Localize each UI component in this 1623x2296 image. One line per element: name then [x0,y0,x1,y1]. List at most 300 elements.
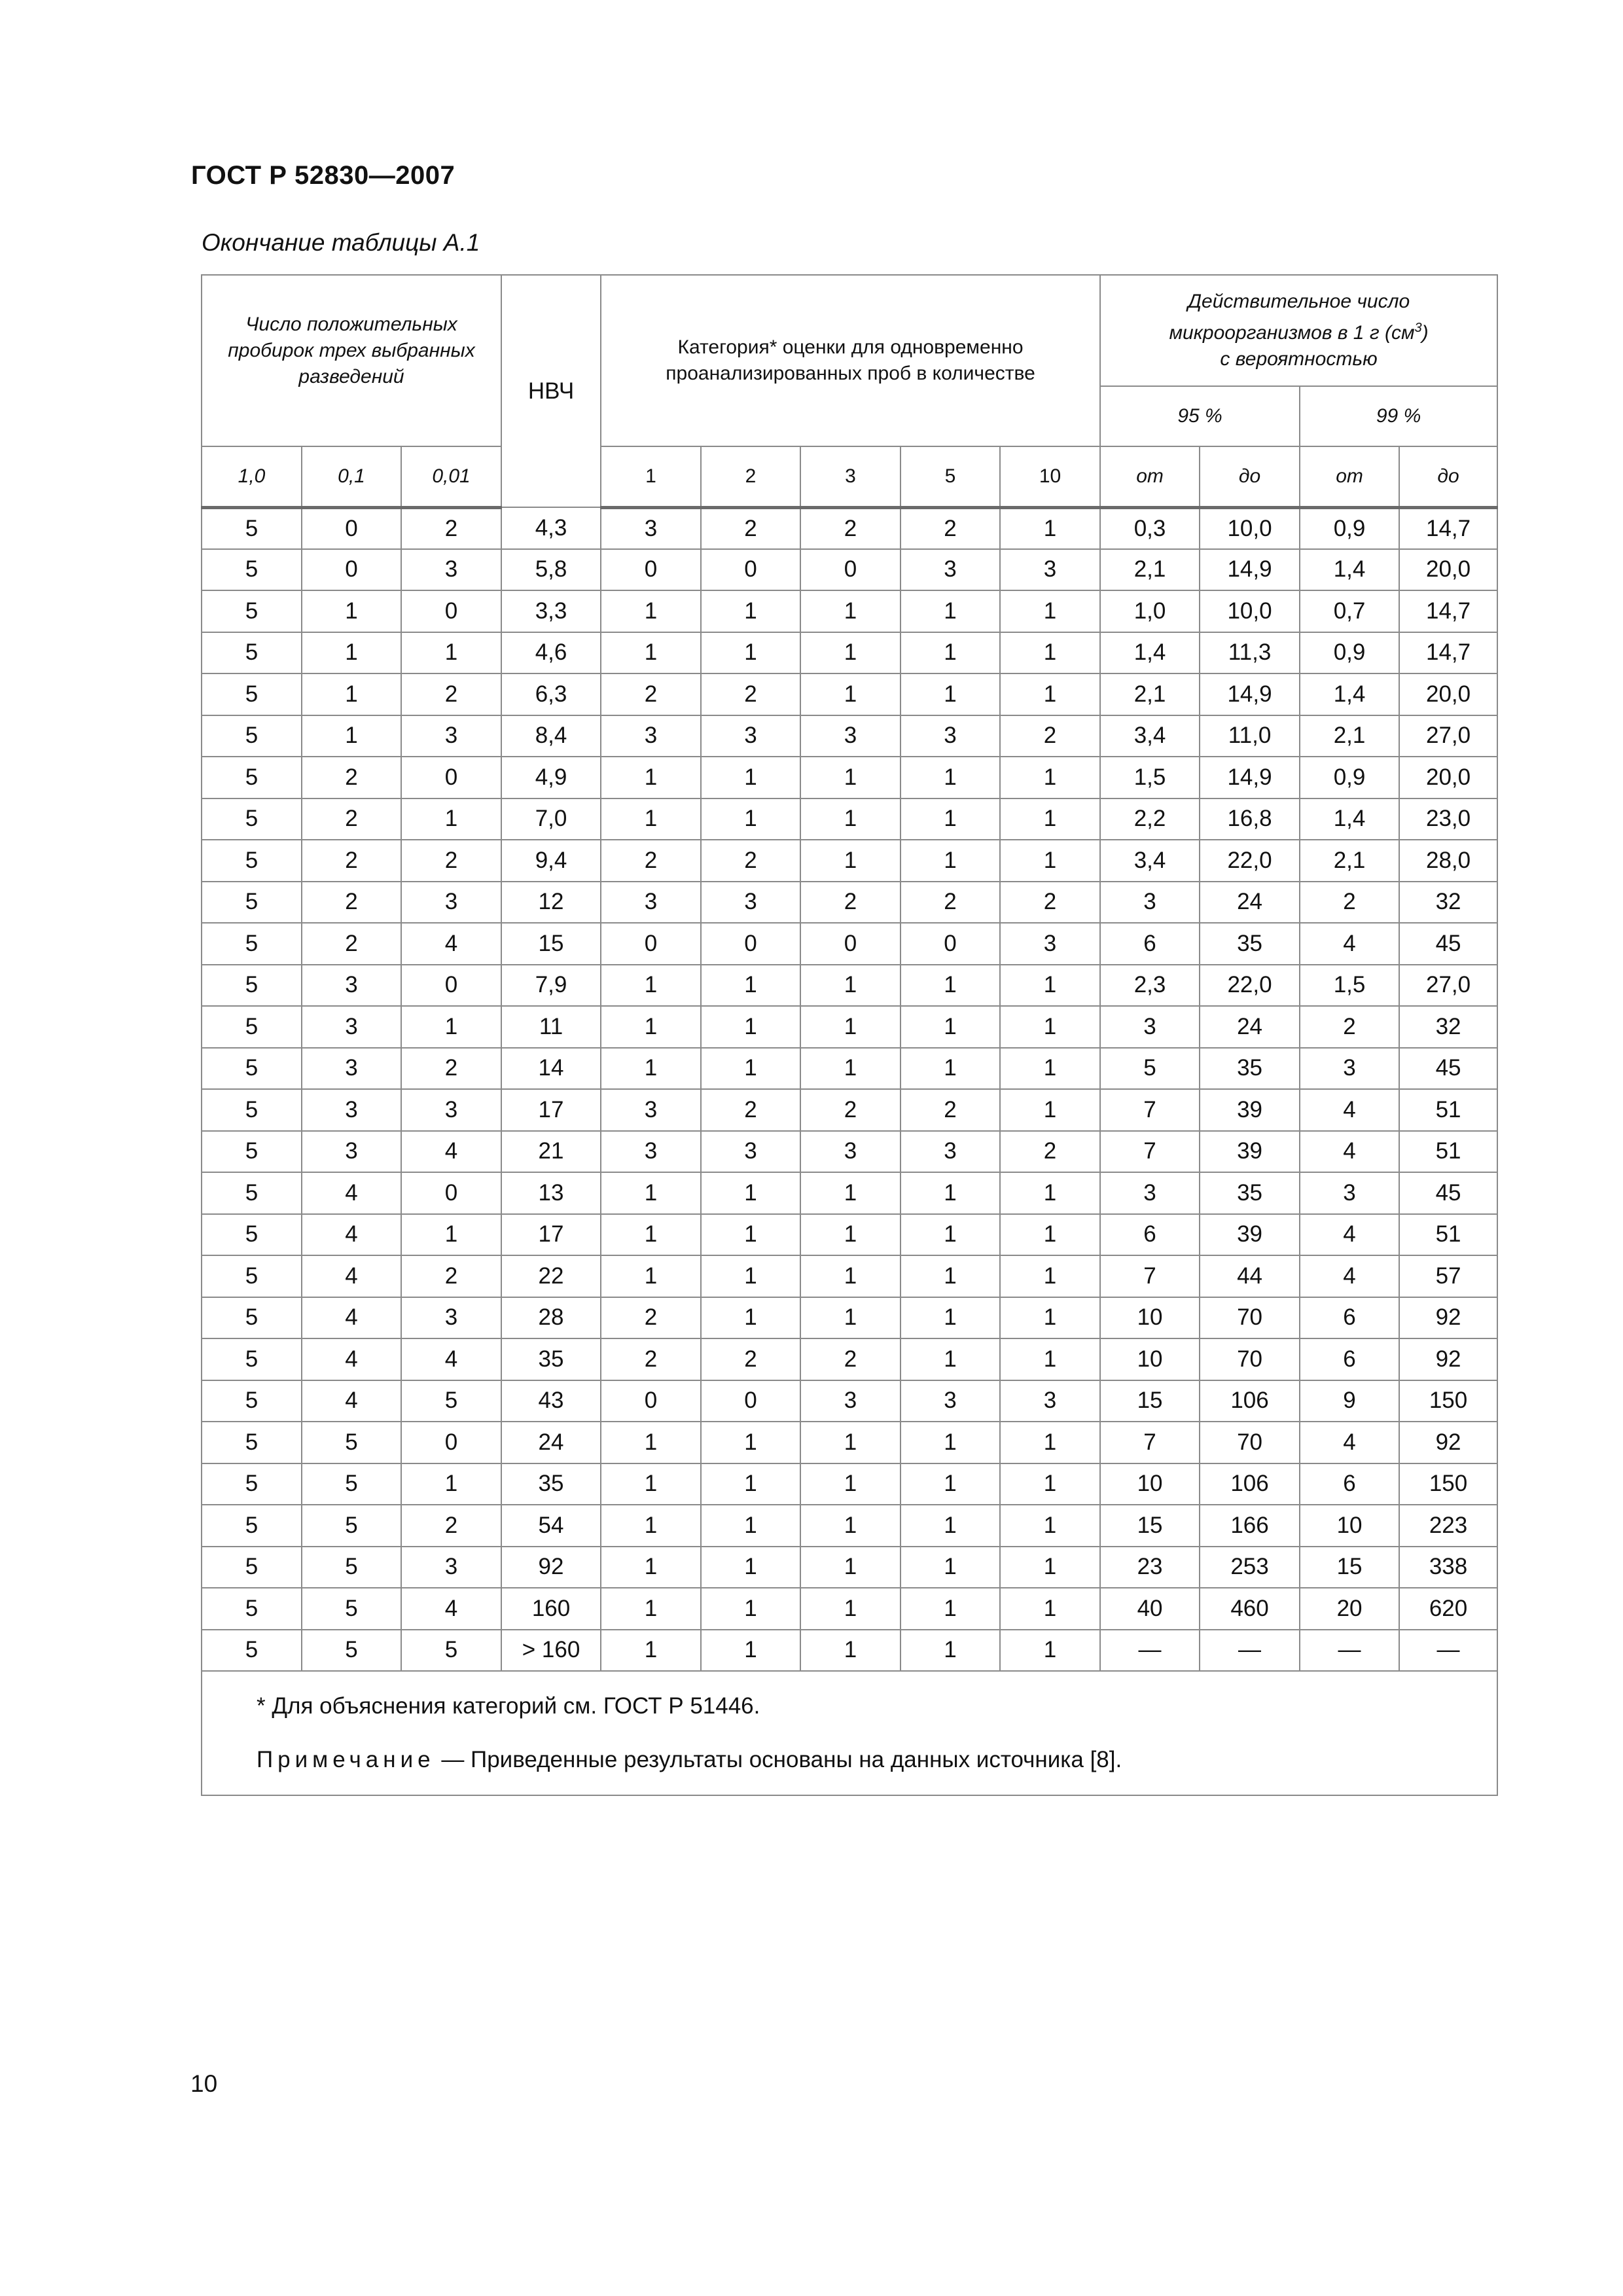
table-cell: 5 [202,1255,302,1297]
table-cell: 1 [1000,1006,1100,1048]
table-cell: 20,0 [1399,549,1497,591]
table-cell: 10 [1100,1463,1200,1505]
table-cell: 1 [1000,1547,1100,1588]
note-text: — Приведенные результаты основаны на данных источника [8]. [435,1747,1122,1772]
table-cell: 0 [401,1422,501,1463]
table-cell: 2 [901,507,1000,549]
table-cell: 4,9 [501,757,601,798]
table-cell: 5 [202,840,302,882]
table-cell: 1 [701,1547,800,1588]
header-from-99: от [1300,446,1399,507]
table-cell: 1 [901,590,1000,632]
table-cell: 253 [1200,1547,1300,1588]
table-cell: 1 [901,1463,1000,1505]
table-cell: 1 [901,673,1000,715]
table-cell: 3 [1000,1380,1100,1422]
table-cell: 1 [1000,965,1100,1007]
table-cell: 24 [1200,882,1300,924]
table-cell: 5 [302,1422,401,1463]
table-cell: 1 [800,1630,901,1672]
table-cell: 1 [601,1588,701,1630]
table-cell: 14,7 [1399,507,1497,549]
table-cell: 11,0 [1200,715,1300,757]
table-cell: 3 [800,715,901,757]
table-cell: 1 [601,1422,701,1463]
table-cell: 2 [901,1089,1000,1131]
table-cell: 1 [800,840,901,882]
table-cell: 4,6 [501,632,601,674]
table-cell: 460 [1200,1588,1300,1630]
table-cell: 3,4 [1100,715,1200,757]
table-cell: 1 [800,673,901,715]
table-row [202,590,1497,632]
table-cell: 1 [701,965,800,1007]
table-row [202,1380,1497,1422]
table-cell: 1 [601,1006,701,1048]
page-number: 10 [190,2070,218,2097]
table-cell: 1 [701,1255,800,1297]
table-cell: 10 [1100,1297,1200,1339]
table-cell: 1 [601,1547,701,1588]
table-cell: 1 [800,1048,901,1090]
table-cell: 3 [302,1048,401,1090]
table-cell: 1 [901,1630,1000,1672]
table-row [202,798,1497,840]
table-cell: 6 [1100,923,1200,965]
header-row-3 [202,446,1497,507]
document-code: ГОСТ Р 52830—2007 [191,161,455,190]
table-cell: 4 [1300,923,1399,965]
table-cell: 5 [202,1630,302,1672]
header-dilution: 0,1 [302,446,401,507]
footnote: * Для объяснения категорий см. ГОСТ Р 51446. [257,1693,760,1719]
table-cell: 4 [401,1338,501,1380]
header-probability-99: 99 % [1300,386,1497,446]
table-cell: 1 [601,1172,701,1214]
table-row [202,757,1497,798]
table-cell: 0 [401,965,501,1007]
table-cell: 2 [1300,882,1399,924]
table-cell: 16,8 [1200,798,1300,840]
table-cell: 3 [401,1297,501,1339]
table-cell: 2 [701,673,800,715]
table-cell: 2 [701,1089,800,1131]
table-cell: 3 [1300,1048,1399,1090]
table-cell: 3 [901,715,1000,757]
table-cell: 6 [1100,1214,1200,1256]
table-cell: 7 [1100,1131,1200,1173]
table-cell: 0 [701,1380,800,1422]
table-row [202,673,1497,715]
table-cell: 5 [202,1547,302,1588]
table-cell: 54 [501,1505,601,1547]
table-cell: 5 [202,1338,302,1380]
table-cell: 6 [1300,1297,1399,1339]
table-cell: 2 [401,1048,501,1090]
table-cell: 1 [800,590,901,632]
table-cell: 35 [1200,923,1300,965]
table-cell: 1 [901,1172,1000,1214]
header-category-count: 2 [701,446,800,507]
table-cell: 1 [302,673,401,715]
table-cell: 1 [401,1214,501,1256]
table-cell: 2 [1300,1006,1399,1048]
table-cell: 1 [701,1630,800,1672]
table-row [202,965,1497,1007]
table-cell: 1 [800,1547,901,1588]
table-cell: 5,8 [501,549,601,591]
table-cell: 8,4 [501,715,601,757]
table-cell: 1 [1000,1463,1100,1505]
table-cell: 15 [501,923,601,965]
table-cell: 0,7 [1300,590,1399,632]
table-cell: 20 [1300,1588,1399,1630]
table-cell: 4 [302,1338,401,1380]
table-row [202,1172,1497,1214]
table-row [202,1048,1497,1090]
table-cell: 3 [401,1089,501,1131]
table-cell: 1 [601,1505,701,1547]
table-cell: 1 [901,1048,1000,1090]
table-cell: 0 [800,549,901,591]
table-cell: 43 [501,1380,601,1422]
table-cell: 1 [1000,798,1100,840]
table-cell: 92 [1399,1338,1497,1380]
table-cell: 15 [1300,1547,1399,1588]
table-cell: 3 [401,1547,501,1588]
table-row [202,923,1497,965]
header-from-95: от [1100,446,1200,507]
table-cell: 32 [1399,882,1497,924]
table-cell: — [1300,1630,1399,1672]
note [257,1733,1497,1787]
table-cell: 620 [1399,1588,1497,1630]
table-cell: — [1200,1630,1300,1672]
table-row [202,1422,1497,1463]
table-cell: 5 [302,1463,401,1505]
table-cell: 3 [1100,1006,1200,1048]
table-cell: 3 [800,1131,901,1173]
table-cell: 2 [701,507,800,549]
table-cell: 1 [601,1255,701,1297]
table-cell: 1 [901,798,1000,840]
table-cell: — [1399,1630,1497,1672]
table-cell: 6,3 [501,673,601,715]
table-cell: 22,0 [1200,840,1300,882]
table-cell: 0 [800,923,901,965]
table-cell: 12 [501,882,601,924]
table-cell: 1 [1000,1422,1100,1463]
header-row-1 [202,275,1497,386]
table-cell: 92 [501,1547,601,1588]
table-caption: Окончание таблицы А.1 [202,229,480,256]
table-cell: 1 [901,1255,1000,1297]
table-cell: 5 [202,965,302,1007]
table-cell: 5 [1100,1048,1200,1090]
table-cell: 45 [1399,1172,1497,1214]
table-cell: 1,4 [1300,673,1399,715]
table-cell: 0 [401,1172,501,1214]
table-cell: 3 [401,715,501,757]
table-cell: 1 [901,1588,1000,1630]
table-cell: 2 [302,923,401,965]
table-cell: 1 [901,1422,1000,1463]
table-cell: 1 [1000,1255,1100,1297]
table-row [202,1214,1497,1256]
table-cell: 106 [1200,1380,1300,1422]
table-row [202,1463,1497,1505]
table-cell: 5 [202,1172,302,1214]
table-cell: 39 [1200,1089,1300,1131]
table-cell: 23,0 [1399,798,1497,840]
header-mpn: НВЧ [501,275,601,507]
table-cell: 2 [601,1297,701,1339]
table-cell: 4 [1300,1214,1399,1256]
table-cell: 1 [701,590,800,632]
table-cell: 3 [701,1131,800,1173]
mpn-table [201,274,1498,1796]
header-category-count: 3 [800,446,901,507]
table-cell: 1 [601,1463,701,1505]
table-cell: 1 [1000,590,1100,632]
table-cell: 14,9 [1200,673,1300,715]
table-cell: 15 [1100,1505,1200,1547]
table-cell: 1 [800,798,901,840]
table-cell: 3 [401,549,501,591]
table-row [202,882,1497,924]
table-cell: 1 [901,1338,1000,1380]
table-cell: 4 [302,1380,401,1422]
table-cell: 1 [401,1006,501,1048]
table-cell: 13 [501,1172,601,1214]
table-cell: 1 [701,1006,800,1048]
table-cell: 2 [401,840,501,882]
table-cell: 3 [1000,549,1100,591]
table-cell: 2 [601,673,701,715]
table-cell: 2 [800,507,901,549]
table-cell: 2 [401,507,501,549]
table-cell: 1 [601,590,701,632]
table-cell: 1 [1000,1505,1100,1547]
table-cell: 92 [1399,1422,1497,1463]
table-cell: 21 [501,1131,601,1173]
table-cell: 35 [501,1463,601,1505]
header-category-count: 1 [601,446,701,507]
table-cell: 0 [601,549,701,591]
table-cell: 0 [601,923,701,965]
table-cell: 5 [302,1588,401,1630]
table-cell: 1 [701,1048,800,1090]
table-cell: 3 [601,1131,701,1173]
table-row [202,632,1497,674]
table-cell: 3 [601,1089,701,1131]
table-cell: 1 [701,1505,800,1547]
table-cell: 51 [1399,1131,1497,1173]
table-cell: 1 [601,1048,701,1090]
table-cell: 14,7 [1399,590,1497,632]
table-cell: 11,3 [1200,632,1300,674]
table-cell: 5 [202,715,302,757]
table-cell: 15 [1100,1380,1200,1422]
table-cell: 1 [1000,1048,1100,1090]
table-cell: 7 [1100,1422,1200,1463]
table-cell: 5 [202,1588,302,1630]
table-cell: 1 [601,757,701,798]
header-category: Категория* оценки для одновременно проанализированных проб в количестве [601,275,1100,446]
table-cell: 4 [401,1131,501,1173]
header-to-99: до [1399,446,1497,507]
table-cell: 1 [800,1422,901,1463]
table-cell: 3 [401,882,501,924]
table-row [202,1255,1497,1297]
table-cell: 2 [601,1338,701,1380]
table-cell: 3 [601,507,701,549]
table-cell: 70 [1200,1338,1300,1380]
table-cell: 2 [1000,715,1100,757]
header-category-count: 10 [1000,446,1100,507]
table-cell: 5 [202,632,302,674]
table-cell: 1 [1000,1297,1100,1339]
table-cell: > 160 [501,1630,601,1672]
table-cell: 2 [401,1255,501,1297]
table-row [202,1547,1497,1588]
table-cell: 1 [901,840,1000,882]
table-cell: 5 [202,507,302,549]
table-cell: 4 [302,1297,401,1339]
table-cell: 3 [1100,882,1200,924]
table-cell: 3 [1300,1172,1399,1214]
table-cell: 0 [601,1380,701,1422]
table-cell: 3,4 [1100,840,1200,882]
table-cell: 3 [800,1380,901,1422]
table-cell: 1 [701,632,800,674]
table-cell: 106 [1200,1463,1300,1505]
table-cell: 1 [901,1297,1000,1339]
table-cell: 9,4 [501,840,601,882]
table-cell: 6 [1300,1463,1399,1505]
table-cell: 1 [302,715,401,757]
table-cell: 4 [1300,1131,1399,1173]
table-cell: 3 [901,1131,1000,1173]
table-cell: 3 [302,1006,401,1048]
table-cell: 70 [1200,1422,1300,1463]
table-cell: 5 [202,1131,302,1173]
table-cell: 1,4 [1100,632,1200,674]
table-cell: 5 [202,590,302,632]
table-cell: 2 [800,1338,901,1380]
table-cell: 1 [1000,673,1100,715]
table-cell: 5 [202,549,302,591]
table-row [202,1297,1497,1339]
table-cell: 1 [1000,757,1100,798]
table-cell: 2,2 [1100,798,1200,840]
table-cell: 5 [202,1380,302,1422]
table-cell: 5 [202,923,302,965]
table-cell: 0,9 [1300,632,1399,674]
table-cell: 45 [1399,923,1497,965]
table-cell: 0 [701,549,800,591]
table-cell: 1 [302,632,401,674]
table-cell: 17 [501,1214,601,1256]
table-cell: 6 [1300,1338,1399,1380]
table-cell: 44 [1200,1255,1300,1297]
table-cell: 27,0 [1399,965,1497,1007]
table-cell: 0 [901,923,1000,965]
table-cell: 5 [202,1089,302,1131]
table-cell: 17 [501,1089,601,1131]
table-cell: 1 [701,1214,800,1256]
table-cell: 11 [501,1006,601,1048]
table-cell: 1 [1000,1172,1100,1214]
table-cell: 2 [601,840,701,882]
table-cell: 2,1 [1300,840,1399,882]
table-cell: 1 [800,1214,901,1256]
table-row [202,1630,1497,1672]
table-cell: 10 [1100,1338,1200,1380]
table-cell: 1 [401,632,501,674]
table-row [202,1588,1497,1630]
table-cell: 0 [302,549,401,591]
table-cell: 1 [701,1463,800,1505]
table-cell: 4 [302,1214,401,1256]
table-cell: 1 [1000,1338,1100,1380]
table-cell: 1 [1000,1214,1100,1256]
table-cell: 1 [701,798,800,840]
table-cell: 1 [701,1172,800,1214]
table-cell: 5 [202,673,302,715]
table-cell: 5 [302,1630,401,1672]
table-cell: 2 [401,1505,501,1547]
table-cell: 1 [800,1463,901,1505]
header-to-95: до [1200,446,1300,507]
table-cell: 1,5 [1100,757,1200,798]
table-cell: 7,0 [501,798,601,840]
header-category-count: 5 [901,446,1000,507]
table-cell: 23 [1100,1547,1200,1588]
table-cell: 3 [601,882,701,924]
table-cell: 4 [401,1588,501,1630]
table-cell: 2,1 [1300,715,1399,757]
table-cell: 20,0 [1399,673,1497,715]
table-cell: 5 [202,882,302,924]
table-cell: 166 [1200,1505,1300,1547]
table-cell: 2,3 [1100,965,1200,1007]
table-cell: 3 [302,1089,401,1131]
table-body [202,507,1497,1795]
table-cell: 2,1 [1100,673,1200,715]
table-cell: 0 [701,923,800,965]
table-cell: 2 [401,673,501,715]
table-cell: 40 [1100,1588,1200,1630]
table-row [202,1338,1497,1380]
table-row [202,1131,1497,1173]
table-cell: 0,9 [1300,507,1399,549]
table-cell: 2,1 [1100,549,1200,591]
table-cell: 5 [202,1422,302,1463]
table-cell: 10 [1300,1505,1399,1547]
table-cell: 5 [302,1505,401,1547]
table-cell: 1 [800,1297,901,1339]
table-cell: 0 [401,757,501,798]
table-cell: 57 [1399,1255,1497,1297]
table-notes [202,1671,1497,1795]
table-cell: 1 [601,798,701,840]
table-cell: 92 [1399,1297,1497,1339]
table-row [202,507,1497,549]
table-cell: 5 [302,1547,401,1588]
table-cell: 2 [800,1089,901,1131]
table-cell: 1,5 [1300,965,1399,1007]
